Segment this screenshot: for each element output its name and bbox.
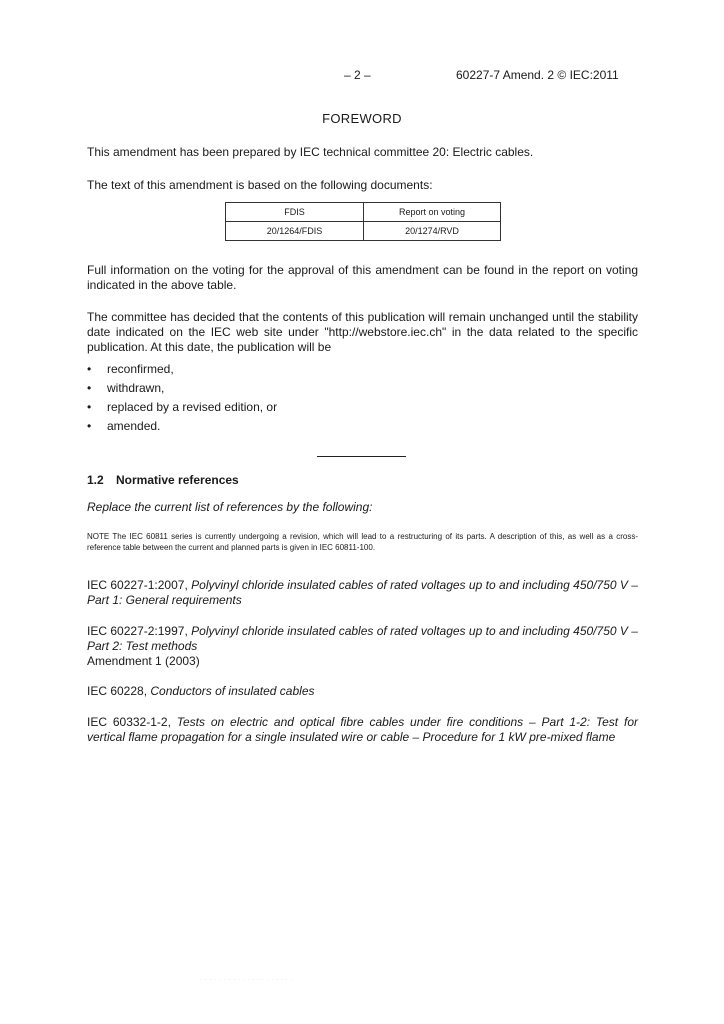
reference-id: IEC 60227-2:1997, — [87, 624, 188, 638]
list-item-text: withdrawn, — [107, 381, 165, 395]
reference-title: Polyvinyl chloride insulated cables of rated voltages up to and including 450/750 V – Part 2: Test methods — [87, 624, 638, 653]
reference-title: Polyvinyl chloride insulated cables of rated voltages up to and including 450/750 V – Part 1: General requirements — [87, 578, 638, 607]
table-row — [226, 222, 501, 241]
table-cell: 20/1264/FDIS — [226, 222, 364, 241]
bullet-icon: • — [87, 400, 92, 414]
section-title: Normative references — [116, 473, 239, 487]
table-header-row — [226, 203, 501, 222]
list-item-text: reconfirmed, — [107, 362, 174, 376]
para-voting: Full information on the voting for the approval of this amendment can be found in the report on voting indicated in the above table. — [87, 263, 638, 292]
para-based-on: The text of this amendment is based on the following documents: — [87, 178, 433, 192]
list-item — [87, 381, 277, 400]
list-item — [87, 362, 277, 381]
para-stability: The committee has decided that the contents of this publication will remain unchanged until the stability date indicated on the IEC web site under "http://webstore.iec.ch" in the data related to the specific publication. At this date, the publication will be — [87, 310, 638, 354]
reference-title: Tests on electric and optical fibre cables under fire conditions – Part 1-2: Test for vertical flame propagation for a single insulated wire or cable – Procedure for 1 kW pre-mixed flame — [87, 715, 638, 744]
footer-faint-text: . . . . . . . . . . . . . . . . . . . . — [200, 976, 294, 982]
table-header-cell: Report on voting — [364, 203, 501, 222]
list-item-text: replaced by a revised edition, or — [107, 400, 278, 414]
reference-amendment: Amendment 1 (2003) — [87, 654, 200, 668]
para-prepared: This amendment has been prepared by IEC technical committee 20: Electric cables. — [87, 145, 534, 159]
list-item — [87, 400, 277, 419]
page-number: – 2 – — [344, 68, 371, 82]
foreword-title: FOREWORD — [322, 111, 402, 126]
section-divider — [317, 456, 406, 457]
table-header-cell: FDIS — [226, 203, 364, 222]
bullet-icon: • — [87, 419, 92, 433]
table-cell: 20/1274/RVD — [364, 222, 501, 241]
note-text: NOTE The IEC 60811 series is currently undergoing a revision, which will lead to a restructuring of its parts. A description of this, as well as a cross-reference table between the current and planned parts is given in IEC 60811-100. — [87, 532, 638, 552]
section-number: 1.2 — [87, 473, 104, 487]
bullet-list — [87, 362, 277, 438]
list-item — [87, 419, 277, 438]
reference-id: IEC 60228, — [87, 684, 148, 698]
list-item-text: amended. — [107, 419, 161, 433]
page-header — [0, 68, 724, 84]
section-heading — [87, 473, 239, 487]
bullet-icon: • — [87, 362, 92, 376]
section-instruction: Replace the current list of references by the following: — [87, 500, 373, 514]
reference-item — [87, 715, 638, 745]
documents-table — [225, 202, 501, 241]
reference-id: IEC 60227-1:2007, — [87, 578, 188, 592]
reference-title: Conductors of insulated cables — [150, 684, 315, 698]
reference-item — [87, 684, 638, 699]
reference-item — [87, 624, 638, 669]
document-id: 60227-7 Amend. 2 © IEC:2011 — [456, 68, 619, 82]
reference-item — [87, 578, 638, 608]
reference-id: IEC 60332-1-2, — [87, 715, 171, 729]
bullet-icon: • — [87, 381, 92, 395]
